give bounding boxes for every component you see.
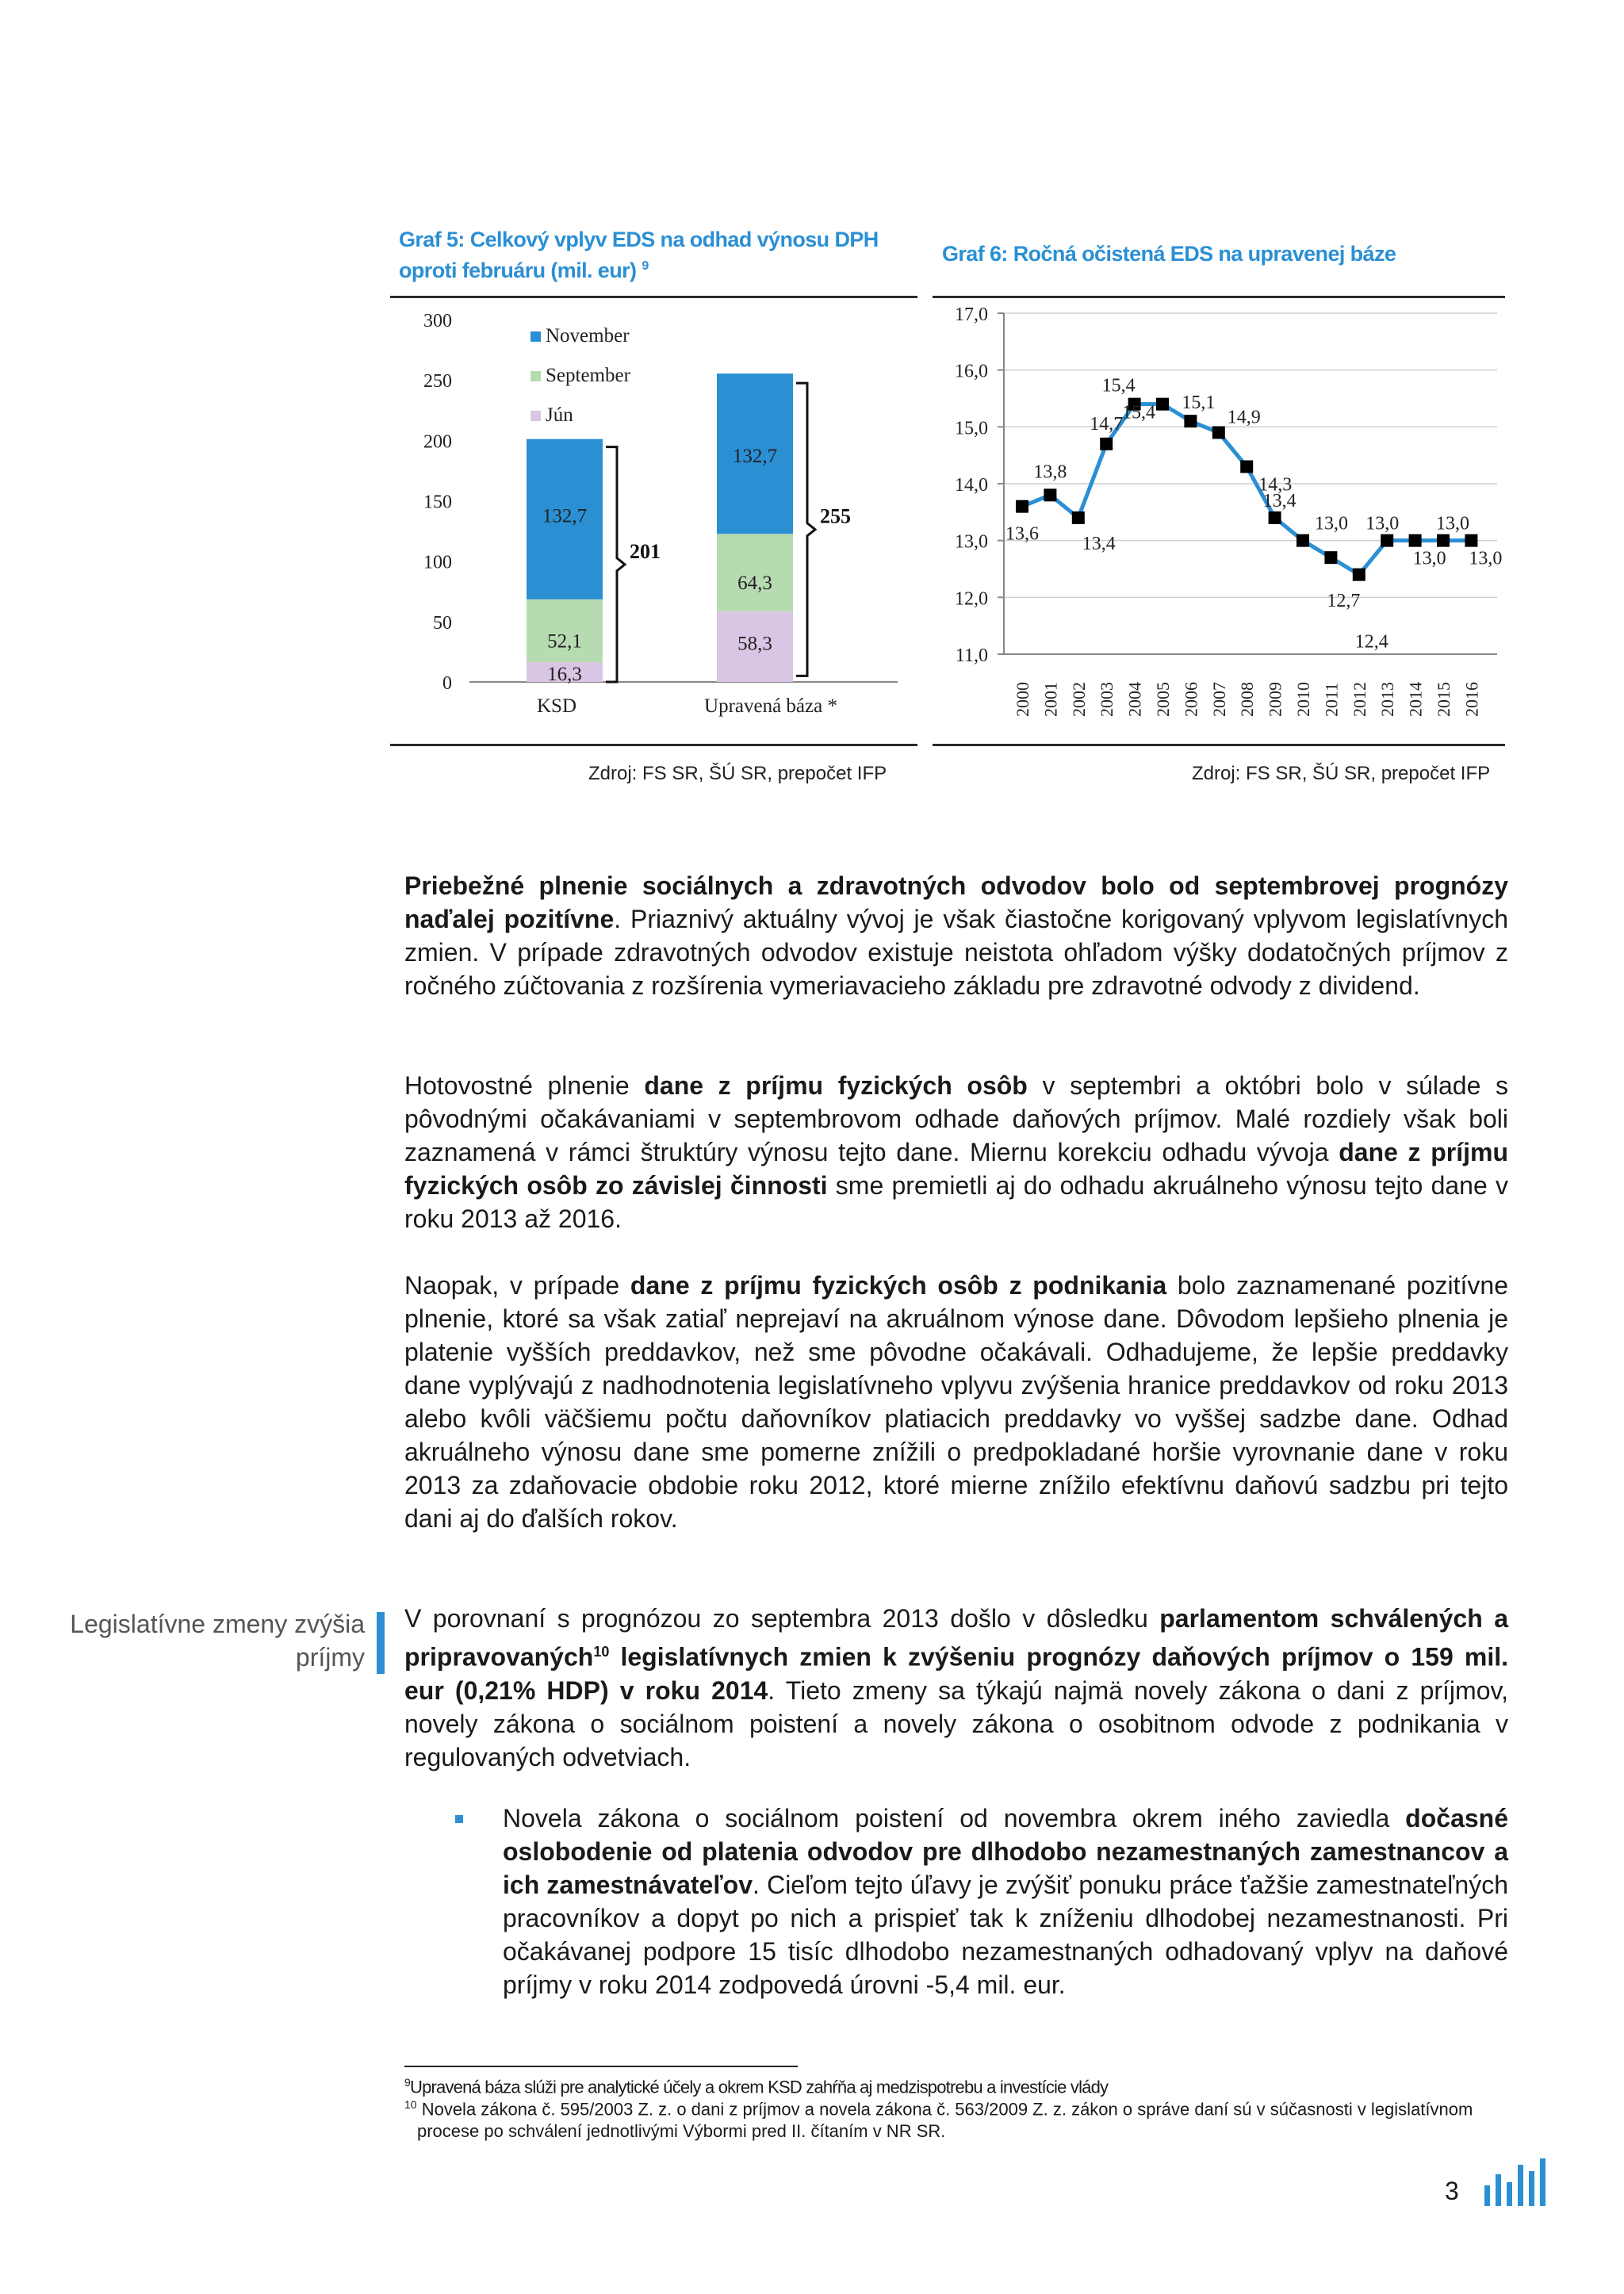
- graf6-ytick-label: 12,0: [955, 588, 988, 610]
- footnote-rule: [404, 2066, 798, 2067]
- graf6-xtick-label: 2006: [1181, 682, 1201, 717]
- graf5-legend-label: September: [546, 365, 630, 386]
- graf5-data-label: 132,7: [542, 505, 588, 527]
- paragraph-dpfo-text3: sme premietli aj do odhadu akruálneho výnosu tejto dane v roku 2013 až 2016.: [404, 1171, 1509, 1233]
- graf6-data-label: 15,4: [1122, 402, 1155, 423]
- graf6-xtick-label: 2016: [1461, 682, 1482, 717]
- bullet-bold: dočasné oslobodenie od platenia odvodov pre dlhodobo nezamestnaných zamestnancov a ich zamestnávateľov: [503, 1804, 1508, 1899]
- graf6-marker: [1044, 488, 1056, 501]
- graf5-legend-swatch: [530, 371, 541, 381]
- graf5-legend-label: November: [546, 325, 630, 347]
- graf5-ytick-label: 200: [423, 431, 452, 453]
- graf5-data-label: 16,3: [547, 664, 582, 685]
- graf6-ytick-label: 16,0: [955, 361, 988, 382]
- graf6-data-label: 13,4: [1082, 534, 1116, 554]
- graf6-xtick-label: 2014: [1405, 682, 1426, 717]
- paragraph-odvody: [404, 869, 1508, 1002]
- bullet-square-icon: [455, 1815, 463, 1823]
- paragraph-dpfo-bold1: dane z príjmu fyzických osôb: [644, 1071, 1028, 1100]
- graf6-xtick-label: 2005: [1153, 682, 1173, 717]
- footnote-10: $^{10}$ Novela zákona č. 595/2003 Z. z. o dani z príjmov a novela zákona č. 563/2009 Z. z. zákon o správe daní sú v súčasnosti v legislatívnom procese po schválení jednotlivými Výbormi pred II. čítaním v NR SR.: [404, 2098, 1473, 2142]
- graf6-marker: [1156, 398, 1169, 411]
- graf6-data-label: 14,3: [1258, 474, 1293, 496]
- footnote-ref-10[interactable]: 10: [593, 1644, 610, 1660]
- paragraph-podnikanie: [404, 1269, 1508, 1535]
- graf6-marker: [1016, 500, 1028, 513]
- graf5-data-label: 132,7: [732, 446, 778, 468]
- graf6-marker: [1353, 569, 1365, 581]
- graf5-ytick-label: 100: [423, 552, 452, 573]
- graf5-ytick-label: 300: [423, 311, 452, 331]
- footnote-9: $^9$Upravená báza slúži pre analytické účely a okrem KSD zahŕňa aj medzispotrebu a investície vlády: [404, 2076, 1109, 2097]
- graf6-ytick-label: 11,0: [955, 645, 988, 666]
- paragraph-legislativa-text1: V porovnaní s prognózou zo septembra 2013 došlo v dôsledku: [404, 1604, 1160, 1633]
- graf6-marker: [1297, 534, 1309, 547]
- graf6-ytick-label: 14,0: [955, 475, 988, 496]
- paragraph-dpfo-text2: v septembri a októbri bolo v súlade s pôvodnými očakávaniami v septembrovom odhade daňových príjmov. Malé rozdiely však boli zaznamená v rámci štruktúry výnosu tejto dane. Miernu korekciu odhadu vývoja: [404, 1071, 1509, 1166]
- graf6-xtick-label: 2004: [1124, 682, 1145, 717]
- graf6-top-rule: [933, 296, 1505, 298]
- paragraph-legislativa-text2: . Tieto zmeny sa týkajú najmä novely zákona o dani z príjmov, novely zákona o sociálnom poistení a novely zákona o osobitnom odvode z podnikania v regulovaných odvetviach.: [404, 1676, 1509, 1771]
- graf6-xtick-label: 2000: [1013, 682, 1032, 717]
- graf6-xtick-label: 2009: [1265, 682, 1285, 717]
- graf6-xtick-label: 2015: [1434, 682, 1454, 717]
- paragraph-podnikanie-bold: dane z príjmu fyzických osôb z podnikania: [630, 1271, 1167, 1300]
- ifp-logo-icon: [1484, 2157, 1556, 2208]
- graf5-legend-swatch: [530, 411, 541, 421]
- graf6-xtick-label: 2011: [1321, 682, 1342, 717]
- paragraph-dpfo-text1: Hotovostné plnenie: [404, 1071, 645, 1100]
- graf6-marker: [1212, 427, 1225, 439]
- graf6-marker: [1324, 551, 1337, 564]
- graf6-data-label: 13,6: [1005, 523, 1039, 545]
- bullet-text1: Novela zákona o sociálnom poistení od novembra okrem iného zaviedla: [503, 1804, 1406, 1833]
- graf6-data-label: 13,4: [1262, 491, 1297, 511]
- graf5-total-brace: [796, 383, 815, 676]
- graf6-marker: [1072, 511, 1085, 524]
- graf6-xtick-label: 2012: [1349, 682, 1369, 717]
- graf5-total-brace: [606, 447, 625, 682]
- graf5-data-label: 64,3: [737, 573, 772, 595]
- paragraph-legislativa-bold1: parlamentom schválených a pripravovaných: [404, 1604, 1509, 1672]
- logo-bar: [1529, 2171, 1534, 2206]
- graf5-ytick-label: 250: [423, 371, 452, 393]
- graf6-marker: [1437, 534, 1450, 547]
- graf6-data-label: 13,0: [1436, 513, 1469, 534]
- graf6-title: Graf 6: Ročná očistená EDS na upravenej báze: [942, 242, 1396, 266]
- graf5-ytick-label: 150: [423, 492, 452, 513]
- graf5-top-rule: [390, 296, 917, 298]
- graf6-xtick-label: 2008: [1237, 682, 1258, 717]
- graf5-ytick-label: 0: [442, 673, 452, 694]
- graf6-data-label: 15,4: [1101, 375, 1136, 396]
- graf6-chart: [933, 300, 1505, 728]
- paragraph-legislativa-bold2: legislatívnych zmien k zvýšeniu prognózy daňových príjmov o 159 mil. eur (0,21% HDP) v roku 2014: [404, 1642, 1508, 1705]
- graf6-marker: [1381, 534, 1393, 547]
- logo-bar: [1540, 2158, 1545, 2206]
- paragraph-dpfo: [404, 1069, 1508, 1235]
- graf6-data-label: 15,1: [1182, 393, 1216, 414]
- graf6-xtick-label: 2010: [1293, 682, 1313, 717]
- side-note: Legislatívne zmeny zvýšia príjmy: [70, 1610, 365, 1672]
- graf5-legend-swatch: [530, 331, 541, 342]
- graf5-total-label: 255: [820, 504, 851, 528]
- graf6-data-label: 13,8: [1033, 461, 1067, 483]
- graf6-data-label: 13,0: [1365, 513, 1400, 534]
- paragraph-dpfo-bold2: dane z príjmu fyzických osôb zo závislej činnosti: [404, 1138, 1509, 1200]
- graf6-bottom-rule: [933, 744, 1505, 746]
- logo-bar: [1484, 2185, 1490, 2206]
- graf5-total-label: 201: [630, 539, 661, 563]
- bullet-item-socialne-poistenie: [503, 1802, 1508, 2001]
- graf6-marker: [1409, 534, 1422, 547]
- graf5-data-label: 58,3: [737, 633, 772, 655]
- graf5-bottom-rule: [390, 744, 917, 746]
- graf6-marker: [1240, 461, 1253, 473]
- graf5-source: Zdroj: FS SR, ŠÚ SR, prepočet IFP: [588, 763, 887, 784]
- graf6-data-label: 13,0: [1469, 548, 1503, 569]
- graf6-ytick-label: 15,0: [955, 418, 988, 439]
- paragraph-podnikanie-text1: Naopak, v prípade: [404, 1271, 630, 1300]
- graf6-marker: [1465, 534, 1477, 547]
- graf5-chart: [390, 300, 917, 728]
- graf6-data-label: 12,7: [1327, 591, 1361, 612]
- graf6-data-label: 13,0: [1412, 548, 1446, 569]
- graf6-xtick-label: 2001: [1040, 682, 1061, 717]
- graf6-data-label: 14,7: [1090, 413, 1124, 435]
- logo-bar: [1496, 2174, 1501, 2206]
- graf6-marker: [1184, 415, 1197, 427]
- logo-bar: [1518, 2165, 1523, 2206]
- graf6-data-label: 14,9: [1227, 407, 1261, 428]
- graf5-category-label: Upravená báza *: [704, 695, 837, 717]
- paragraph-odvody-bold: Priebežné plnenie sociálnych a zdravotných odvodov bolo od septembrovej prognózy naďalej pozitívne: [404, 871, 1508, 933]
- graf6-ytick-label: 13,0: [955, 531, 988, 553]
- graf5-ytick-label: 50: [433, 612, 452, 634]
- graf6-source: Zdroj: FS SR, ŠÚ SR, prepočet IFP: [1192, 763, 1491, 784]
- graf6-xtick-label: 2013: [1377, 682, 1398, 717]
- graf6-marker: [1269, 511, 1281, 524]
- graf6-ytick-label: 17,0: [955, 304, 988, 325]
- graf5-title: Graf 5: Celkový vplyv EDS na odhad výnosu DPH oproti februáru (mil. eur) $^9$: [399, 228, 879, 282]
- paragraph-legislativa: [404, 1602, 1508, 1774]
- graf5-category-label: KSD: [536, 695, 577, 717]
- graf6-xtick-label: 2002: [1068, 682, 1089, 717]
- side-note-bar: [377, 1612, 385, 1674]
- graf5-data-label: 52,1: [547, 630, 582, 653]
- graf6-marker: [1100, 438, 1113, 450]
- bullet-text2: . Cieľom tejto úľavy je zvýšiť ponuku práce ťažšie zamestnateľných pracovníkov a dopyt po nich a prispieť tak k zníženiu dlhodobej nezamestnanosti. Pri očakávanej podpore 15 tisíc dlhodobo nezamestnaných odhadovaný vplyv na daňové príjmy v roku 2014 zodpovedá úrovni -5,4 mil. eur.: [503, 1871, 1509, 1999]
- page-number: 3: [1445, 2177, 1459, 2205]
- graf6-xtick-label: 2003: [1097, 682, 1117, 717]
- graf5-legend-label: Jún: [546, 404, 573, 426]
- graf6-xtick-label: 2007: [1208, 682, 1229, 717]
- logo-bar: [1507, 2182, 1512, 2206]
- paragraph-podnikanie-text2: bolo zaznamenané pozitívne plnenie, ktoré sa však zatiaľ neprejaví na akruálnom výnose dane. Dôvodom lepšieho plnenia je platenie vyšších preddavkov, než sme pôvodne očakávali. Odhadujeme, že lepšie preddavky dane vyplývajú z nadhodnotenia legislatívneho vplyvu zvýšenia hranice preddavkov od roku 2013 alebo kvôli väčšiemu počtu daňovníkov platiacich preddavky vo vyššej sadzbe dane. Odhad akruálneho výnosu dane sme pomerne znížili o predpokladané horšie vyrovnanie dane v roku 2013 za zdaňovacie obdobie roku 2012, ktoré mierne znížilo efektívnu daňovú sadzbu pri tejto dani aj do ďalších rokov.: [404, 1271, 1509, 1533]
- paragraph-odvody-text: . Priaznivý aktuálny vývoj je však čiastočne korigovaný vplyvom legislatívnych zmien. V prípade zdravotných odvodov existuje neistota ohľadom výšky dodatočných príjmov z ročného zúčtovania z rozšírenia vymeriavacieho základu pre zdravotné odvody z dividend.: [404, 905, 1509, 1000]
- graf6-data-label: 12,4: [1354, 631, 1388, 653]
- graf6-data-label: 13,0: [1315, 513, 1348, 534]
